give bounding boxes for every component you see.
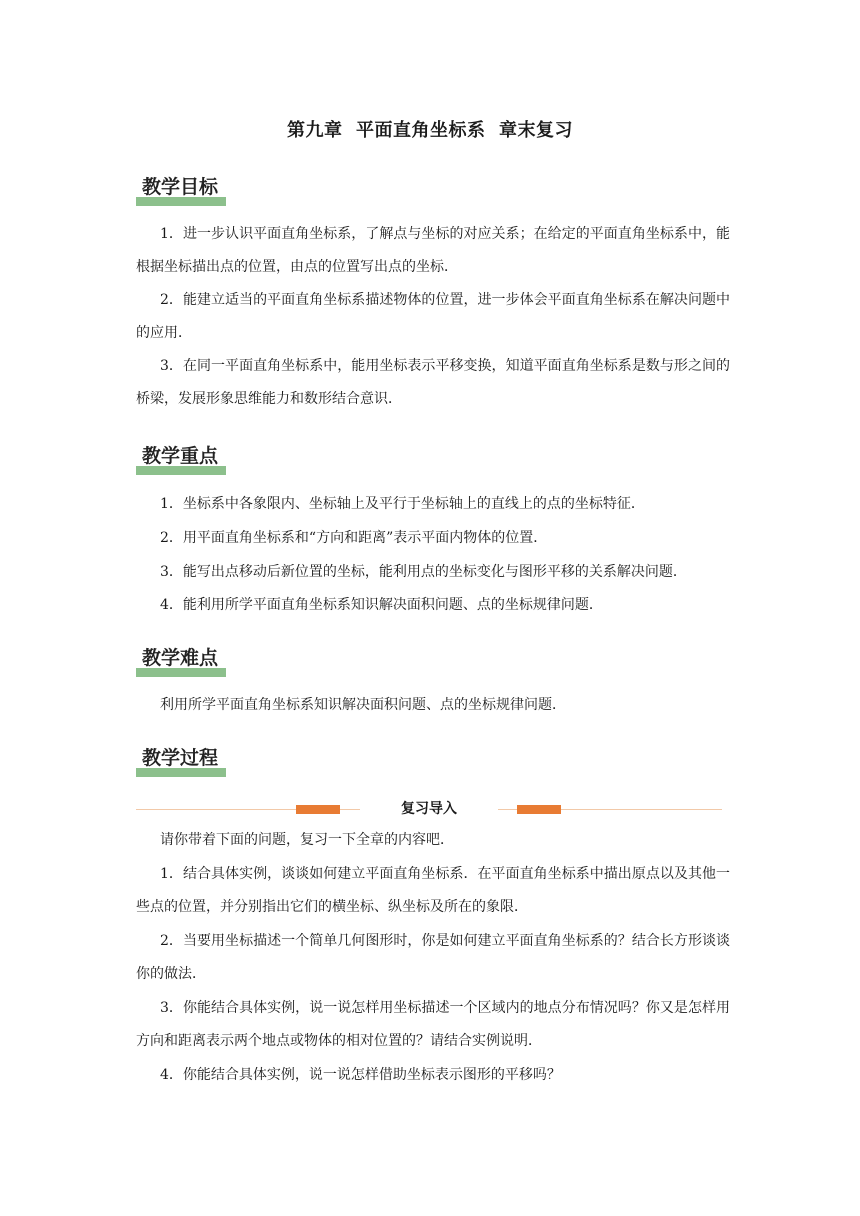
objective-item-1: 1．进一步认识平面直角坐标系，了解点与坐标的对应关系；在给定的平面直角坐标系中，能根据坐标描出点的位置，由点的位置写出点的坐标． — [136, 226, 730, 275]
divider-accent-left — [296, 805, 340, 814]
process-item-3: 3．你能结合具体实例，说一说怎样用坐标描述一个区域内的地点分布情况吗？你又是怎样用方向和距离表示两个地点或物体的相对位置的？请结合实例说明． — [136, 1000, 730, 1049]
subsection-divider — [136, 800, 722, 820]
process-intro: 请你带着下面的问题，复习一下全章的内容吧． — [160, 832, 454, 848]
objective-item-2: 2．能建立适当的平面直角坐标系描述物体的位置，进一步体会平面直角坐标系在解决问题中的应用． — [136, 292, 730, 341]
divider-label: 复习导入 — [360, 798, 498, 820]
key-point-item-2: 2．用平面直角坐标系和“方向和距离”表示平面内物体的位置． — [160, 530, 548, 546]
heading-label: 教学难点 — [142, 647, 219, 669]
process-item-1: 1．结合具体实例，谈谈如何建立平面直角坐标系．在平面直角坐标系中描出原点以及其他一些点的位置，并分别指出它们的横坐标、纵坐标及所在的象限． — [136, 866, 730, 915]
divider-accent-right — [517, 805, 561, 814]
section-heading-difficulties — [136, 645, 218, 677]
process-item-4: 4．你能结合具体实例，说一说怎样借助坐标表示图形的平移吗？ — [160, 1067, 561, 1083]
section-heading-key-points — [136, 443, 218, 475]
section-heading-objectives — [136, 174, 218, 206]
key-point-item-4: 4．能利用所学平面直角坐标系知识解决面积问题、点的坐标规律问题． — [160, 597, 603, 613]
process-item-2: 2．当要用坐标描述一个简单几何图形时，你是如何建立平面直角坐标系的？结合长方形谈谈你的做法． — [136, 933, 730, 982]
section-heading-process — [136, 745, 218, 777]
objective-item-3: 3．在同一平面直角坐标系中，能用坐标表示平移变换，知道平面直角坐标系是数与形之间的桥梁，发展形象思维能力和数形结合意识． — [136, 358, 730, 407]
heading-label: 教学过程 — [142, 747, 219, 769]
document-title: 第九章 平面直角坐标系 章末复习 — [286, 120, 574, 141]
heading-label: 教学重点 — [142, 445, 219, 467]
heading-label: 教学目标 — [142, 176, 219, 198]
key-point-item-1: 1．坐标系中各象限内、坐标轴上及平行于坐标轴上的直线上的点的坐标特征． — [160, 496, 645, 512]
key-point-item-3: 3．能写出点移动后新位置的坐标，能利用点的坐标变化与图形平移的关系解决问题． — [160, 564, 687, 580]
difficulty-item-1: 利用所学平面直角坐标系知识解决面积问题、点的坐标规律问题． — [160, 697, 566, 713]
